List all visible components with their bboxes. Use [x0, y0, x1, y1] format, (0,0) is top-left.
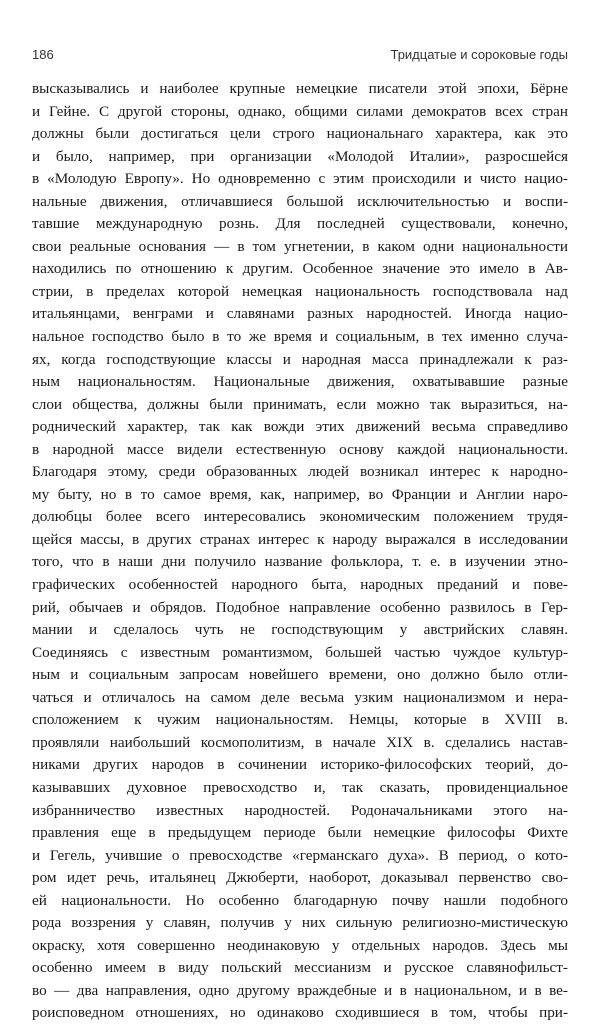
page-number: 186 — [32, 47, 54, 62]
text-line: рий, обычаев и обрядов. Подобное направление особенно развилось в Гер- — [32, 598, 568, 616]
text-line: свои реальные основания — в том угнетении, в каком одни национальности — [32, 237, 568, 255]
text-line: щейся массы, в других странах интерес к народу выражался в исследовании — [32, 530, 568, 548]
text-line: во — два направления, одно другому враждебные и в национальном, и в ве- — [32, 981, 568, 999]
text-line: казывавших духовное превосходство и, так сказать, провиденциальное — [32, 778, 568, 796]
text-line: находились по отношению к другим. Особенное значение это имело в Ав- — [32, 260, 568, 278]
text-line: чаться и отличалось на самом деле весьма узким национализмом и нера- — [32, 688, 568, 706]
text-line: сположением к чужим национальностям. Немцы, которые в XVIII в. — [32, 711, 568, 729]
text-line: роднический характер, так как вожди этих движений весьма справедливо — [32, 418, 568, 436]
text-line: Соединяясь с известным романтизмом, большей частью чуждое культур- — [32, 643, 568, 661]
text-line: ях, когда господствующие классы и народная масса принадлежали к раз- — [32, 350, 568, 368]
text-line: графических особенностей народного быта, народных преданий и пове- — [32, 576, 568, 594]
text-line: избранничество известных народностей. Родоначальниками этого на- — [32, 801, 568, 819]
text-line: нальное господство было в то же время и социальным, в тех именно случа- — [32, 328, 568, 346]
running-title: Тридцатые и сороковые годы — [390, 47, 568, 62]
text-line: стрии, в пределах которой немецкая национальность господствовала над — [32, 282, 568, 300]
text-line: Благодаря этому, среди образованных людей возникал интерес к народно- — [32, 463, 568, 481]
body-text — [32, 78, 568, 1025]
text-line: му быту, но в то самое время, как, например, во Франции и Англии наро- — [32, 485, 568, 503]
text-line: ей национальности. Но особенно благодарную почву нашли подобного — [32, 891, 568, 909]
running-header — [32, 47, 568, 67]
text-line: окраску, хотя совершенно неодинаковую у отдельных народов. Здесь мы — [32, 936, 568, 954]
text-line: нальные движения, отличавшиеся большой исключительностью и воспи- — [32, 192, 568, 210]
text-line: никами других народов в сочинении историко-философских теорий, до- — [32, 756, 568, 774]
text-line: высказывались и наиболее крупные немецкие писатели этой эпохи, Бёрне — [32, 80, 568, 97]
text-line: должны были достигаться цели строго национальнаго характера, как это — [32, 125, 568, 143]
text-line: в народной массе видели естественную основу каждой национальности. — [32, 440, 568, 458]
text-line: того, что в наши дни получило название фольклора, т. е. в изучении этно- — [32, 553, 568, 571]
text-line: тавшие международную рознь. Для последней существовали, конечно, — [32, 215, 568, 233]
text-line: и Гегель, учившие о превосходстве «германскаго духа». В период, о кото- — [32, 846, 568, 864]
text-line: мании и сделалось чуть не господствующим у австрийских славян. — [32, 621, 568, 639]
text-line: роисповедном отношениях, но одинаково сходившиеся в том, чтобы при- — [32, 1004, 568, 1022]
text-line: итальянцами, венграми и славянами разных народностей. Иногда нацио- — [32, 305, 568, 323]
text-line: и Гейне. С другой стороны, однако, общими силами демократов всех стран — [32, 102, 568, 120]
text-line: рода воззрения у славян, получив у них сильную религиозно-мистическую — [32, 914, 568, 932]
text-line: слои общества, должны были принимать, если можно так выразиться, на- — [32, 395, 568, 413]
text-line: в «Молодую Европу». Но одновременно с этим происходили и чисто нацио- — [32, 170, 568, 188]
text-line: ром идет речь, итальянец Джюберти, наоборот, доказывал первенство сво- — [32, 869, 568, 887]
text-line: ным национальностям. Национальные движения, охватывавшие разные — [32, 373, 568, 391]
text-line: долюбцы более всего интересовались экономическим положением трудя- — [32, 508, 568, 526]
text-line: и было, например, при организации «Молодой Италии», разросшейся — [32, 147, 568, 165]
text-line: проявляли наибольший космополитизм, в начале XIX в. сделались настав- — [32, 733, 568, 751]
text-line: особенно имеем в виду польский мессианизм и русское славянофильст- — [32, 959, 568, 977]
text-line: ным и социальным запросам новейшего времени, оно должно было отли- — [32, 666, 568, 684]
text-line: правления еще в предыдущем периоде были немецкие философы Фихте — [32, 824, 568, 842]
